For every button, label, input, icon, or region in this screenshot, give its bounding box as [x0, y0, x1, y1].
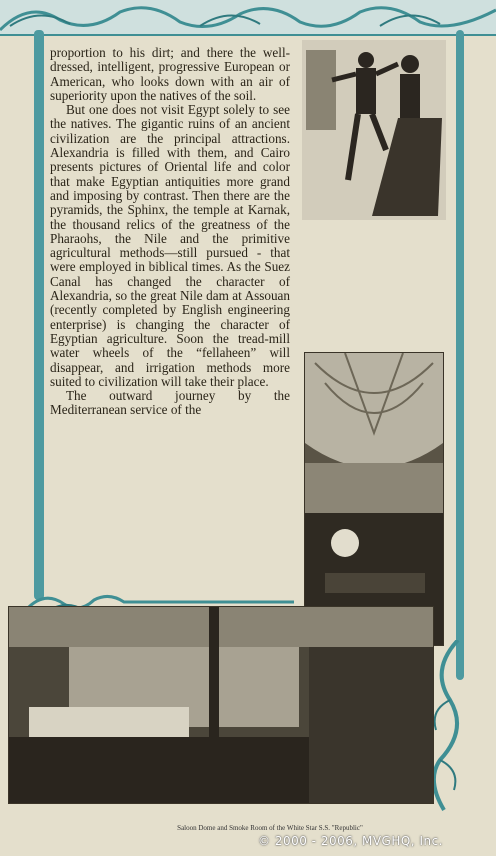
left-border-bar	[34, 30, 44, 600]
top-scroll-ornament	[0, 0, 496, 34]
article-text-column	[50, 46, 290, 418]
article-paragraph-2: But one does not visit Egypt solely to see the natives. The gigantic ruins of an ancient civilization are the principal attractions. Alexandria is filled with them, and Cairo presents pictures of Oriental life and color that make Egyptian antiquities more grand and imposing by contrast. Then there are the pyramids, the Sphinx, the temple at Karnak, the thousand relics of the greatness of the Pharaohs, the Nile and the primitive agricultural methods—still pursued - that were employed in biblical times. As the Suez Canal has changed the character of Alexandria, so the great Nile dam at Assouan (recently completed by English engineering enterprise) is changing the character of Egyptian agriculture. Soon the tread-mill water wheels of the “fellaheen” will disappear, and irrigation methods more suited to civilization will take their place.	[50, 102, 290, 389]
ornamental-top-border	[0, 0, 496, 36]
dancing-couple-illustration	[302, 40, 446, 220]
smoke-room-photo	[8, 606, 434, 804]
article-paragraph-3: The outward journey by the Mediterranean service of the	[50, 388, 290, 418]
copyright-watermark: © 2000 - 2006, MVGHQ, Inc.	[258, 834, 443, 848]
saloon-dome-photo	[304, 352, 444, 646]
smoke-room-illustration	[9, 607, 433, 803]
dancing-couple-photo	[302, 40, 446, 220]
saloon-dome-illustration	[305, 353, 443, 645]
article-paragraph-1: proportion to his dirt; and there the well-dressed, intelligent, progressive European or American, who looks down with an air of superiority upon the natives of the soil.	[50, 45, 290, 103]
right-border-bar	[456, 30, 464, 680]
photo-caption: Saloon Dome and Smoke Room of the White Star S.S. "Republic"	[177, 824, 363, 832]
